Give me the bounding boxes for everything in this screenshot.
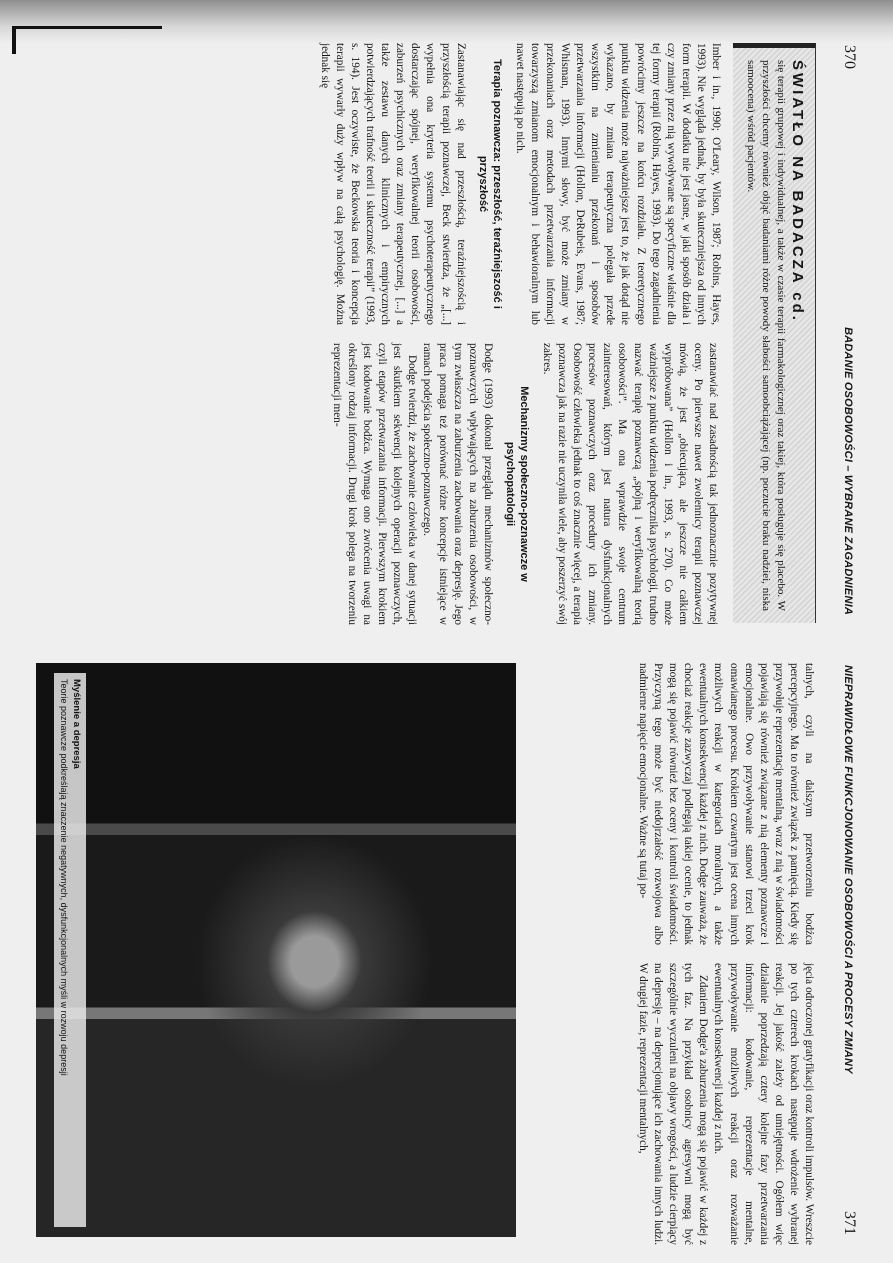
caption-title: Myślenie a depresja — [71, 679, 82, 769]
paragraph: Dodge twierdzi, że zachowanie człowieka w danej sytuacji jest skutkiem sekwencji kolejnych operacji poznawczych, czyli etapów przetwarzania informacji. Pierwszym krokiem jest kodowanie bodźca. Wymaga ono zwrócenia uwagi na określony rodzaj informacji. Drugi krok polega na tworzeniu reprezentacji men- — [330, 343, 419, 625]
photo — [36, 663, 516, 1237]
running-head: NIEPRAWIDŁOWE FUNKCJONOWANIE OSOBOWOŚCI A PROCESY ZMIANY — [842, 665, 854, 1074]
caption-text: Teorie poznawcze podkreślają znaczenie negatywnych, dysfunkcjonalnych myśli w rozwoju depresji — [59, 679, 69, 1076]
right-page — [16, 645, 876, 1255]
paragraph: Zastanawiając się nad przeszłością, teraźniejszością i przyszłością terapii poznawczej, Beck stwierdza, że „[...] wypełnia ona kryteria systemu psychoterapeutycznego dostarczając spójnej, weryfikowalnej teorii osobowości, zaburzeń psychicznych oraz zmiany terapeutycznej, [...] a także zestawu danych klinicznych i empirycznych potwierdzających trafność teorii i skuteczność terapii” (1993, s. 194). Jest oczywiste, że Beckowska teoria i koncepcja terapii wywarły duży wpływ na całą psychologię. Można jednak się — [318, 43, 467, 325]
photo-area — [36, 663, 516, 1237]
paragraph: Imber i in., 1990; O'Leary, Wilson, 1987; Robins, Hayes, 1993). Nie wygląda jednak, by była skuteczniejsza od innych form terapii. W dodatku nie jest jasne, w jaki sposób działa i czy zmiany przez nią wywoływane są specyficzne właśnie dla tej formy terapii (Robins, Hayes, 1993). Do tego zagadnienia powrócimy jeszcze na końcu rozdziału. Z teoretycznego punktu widzenia może najważniejsze jest to, że jak dotąd nie wykazano, by zmiana terapeutyczna polegała przede wszystkim na zmienianiu przekonań i sposobów przetwarzania informacji (Hollon, DeRubeis, Evans, 1987; Whisman, 1993). Innymi słowy, być może zmiany w przekonaniach oraz metodach przetwarzania informacji towarzyszą zmianom emocjonalnym i behawioralnym lub nawet następują po nich. — [513, 43, 722, 325]
section-heading: Terapia poznawcza: przeszłość, teraźniejszość i przyszłość — [476, 59, 503, 309]
column-2 — [635, 963, 816, 1245]
running-head: BADANIE OSOBOWOŚCI – WYBRANE ZAGADNIENIA — [842, 327, 854, 615]
paragraph: zastanawiać nad zasadnością tak jednoznacznie pozytywnej oceny. Po pierwsze nawet zwolennicy terapii poznawczej mówią, że jest „obiecująca, ale jeszcze nie całkiem wypróbowana” (Hollon i in., 1993, s. 270). Co może ważniejsze z punktu widzenia podręcznika psychologii, trudno nazwać terapię poznawczą „spójną i weryfikowalną teorią osobowości”. Ma ona wprawdzie swoje centrum zainteresowań, którym jest natura dysfunkcjonalnych procesów poznawczych oraz procedury ich zmiany. Osobowość człowieka jednak to coś znacznie więcej, a terapia poznawcza jak na razie nie uczyniła wiele, aby poszerzyć swój zakres. — [540, 343, 719, 625]
highlight-box — [733, 43, 816, 623]
right-page-content — [34, 663, 816, 1245]
box-title: ŚWIATŁO NA BADACZA cd. — [789, 60, 806, 323]
column-2 — [329, 343, 720, 625]
paragraph: Dodge (1993) dokonał przeglądu mechanizmów społeczno-poznawczych wpływających na zaburzenia osobowości, w tym zwłaszcza na zaburzenia zachowania oraz depresję. Jego praca pomaga też porównać różne koncepcje istniejące w ramach podejścia społeczno-poznawczego. — [421, 343, 494, 625]
paragraph: jęcia odroczonej gratyfikacji oraz kontroli impulsów. Wreszcie po tych czterech krokach następuje wdrożenie wybranej reakcji. Jej jakość zależy od umiejętności. Ogółem więc działanie poprzedzają cztery kolejne fazy przetwarzania informacji: kodowanie, reprezentacje mentalne, przywoływanie możliwych reakcji oraz rozważanie ewentualnych konsekwencji każdej z nich. — [712, 963, 815, 1245]
rotated-spread — [16, 25, 876, 1255]
page-number: 370 — [841, 45, 858, 69]
photo-caption — [54, 673, 86, 1227]
left-page-content — [34, 43, 816, 625]
paragraph: talnych, czyli na dalszym przetworzeniu bodźca percepcyjnego. Ma to również związek z pamięcią. Kiedy się przywołuje reprezentację mentalną, wraz z nią w świadomości pojawiają się również związane z nią elementy poznawcze i emocjonalne. Owo przywoływanie stanowi trzeci krok omawianego procesu. Krokiem czwartym jest ocena innych możliwych reakcji w kategoriach moralnych, a także ewentualnych konsekwencji każdej z nich. Dodge zauważa, że chociaż reakcje zazwyczaj podlegają takiej ocenie, to jednak mogą się pojawić również bez oceny i kontroli świadomości. Przyczyną tego może być niedojrzałość rozwojowa albo nadmierne napięcie emocjonalne. Ważne są tutaj po- — [636, 663, 815, 945]
left-page — [16, 25, 876, 635]
box-text: się terapii grupowej i indywidualnej, a także w czasie terapii farmakologicznej oraz takiej, która posługuje się placebo. W przyszłości chcemy również objąć badaniami różne powody słabości samoobciążającej (np. poczucie braku nadziei, niska samoocena) wśród pacjentów. — [745, 60, 787, 611]
paragraph: Zdaniem Dodge'a zaburzenia mogą się pojawić w każdej z tych faz. Na przykład osobnicy agresywni mogą być szczególnie wyczuleni na objawy wrogości, a ludzie cierpiący na depresję – na deprecjonujące ich zachowania innych ludzi. W drugiej fazie, reprezentacji mentalnych, — [636, 963, 710, 1245]
section-heading: Mechanizmy społeczno-poznawcze w psychopatologii — [503, 386, 530, 582]
page-number: 371 — [841, 1211, 858, 1235]
